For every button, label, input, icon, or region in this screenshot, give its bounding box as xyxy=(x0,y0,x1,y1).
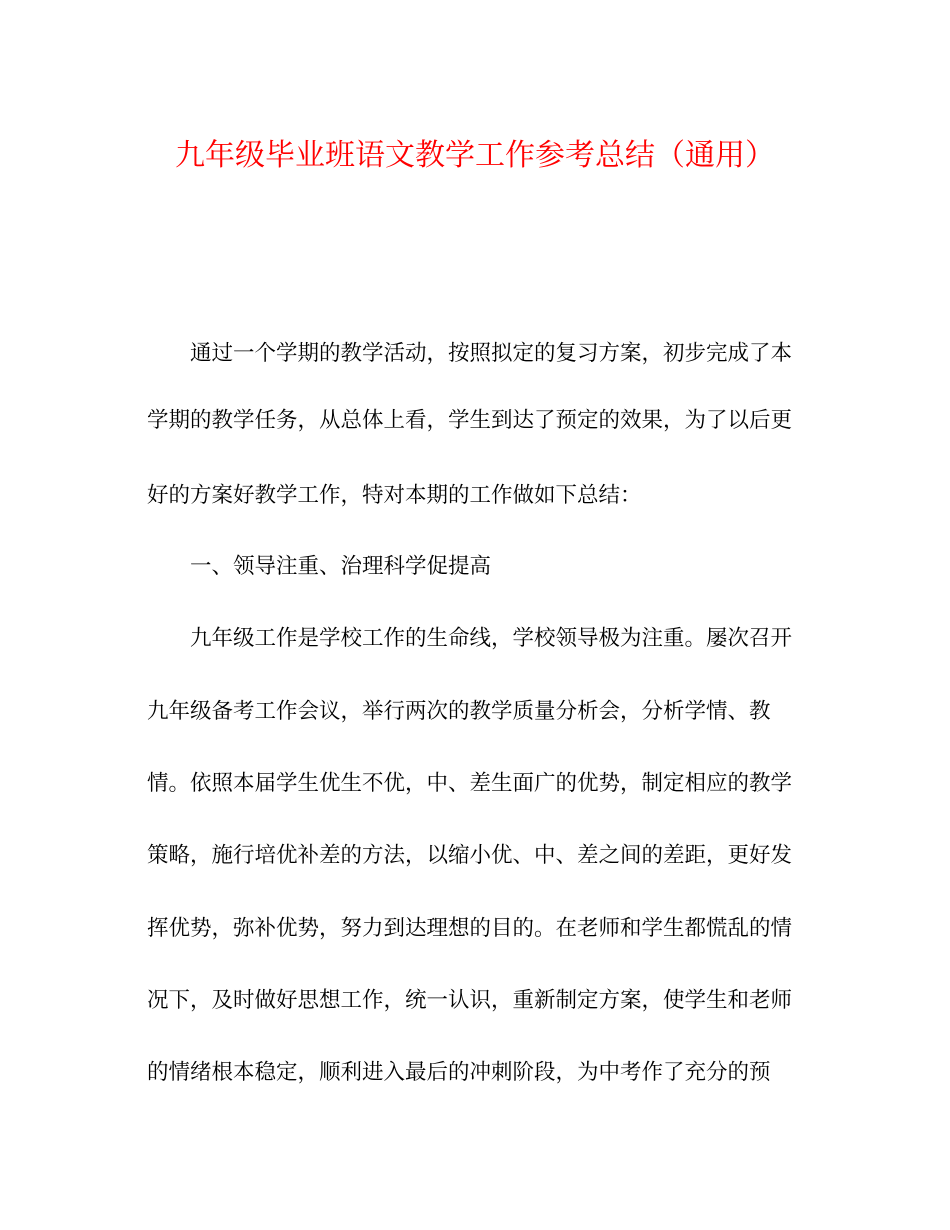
section-heading: 一、领导注重、治理科学促提高 xyxy=(190,554,492,579)
paragraph-line: 通过一个学期的教学活动，按照拟定的复习方案，初步完成了本 xyxy=(190,341,793,366)
paragraph-line: 好的方案好教学工作，特对本期的工作做如下总结： xyxy=(147,483,642,508)
paragraph-line: 九年级备考工作会议，举行两次的教学质量分析会，分析学情、教 xyxy=(147,699,771,724)
paragraph-line: 况下，及时做好思想工作，统一认识，重新制定方案，使学生和老师 xyxy=(147,988,793,1013)
paragraph-line: 九年级工作是学校工作的生命线，学校领导极为注重。屡次召开 xyxy=(190,626,793,651)
paragraph-line: 学期的教学任务，从总体上看，学生到达了预定的效果，为了以后更 xyxy=(147,408,793,433)
paragraph-line: 情。依照本届学生优生不优，中、差生面广的优势，制定相应的教学 xyxy=(147,771,793,796)
paragraph-line: 策略，施行培优补差的方法，以缩小优、中、差之间的差距，更好发 xyxy=(147,843,793,868)
paragraph-line: 挥优势，弥补优势，努力到达理想的目的。在老师和学生都慌乱的情 xyxy=(147,916,793,941)
paragraph-line: 的情绪根本稳定，顺利进入最后的冲刺阶段，为中考作了充分的预 xyxy=(147,1060,771,1085)
document-title: 九年级毕业班语文教学工作参考总结（通用） xyxy=(175,138,775,173)
